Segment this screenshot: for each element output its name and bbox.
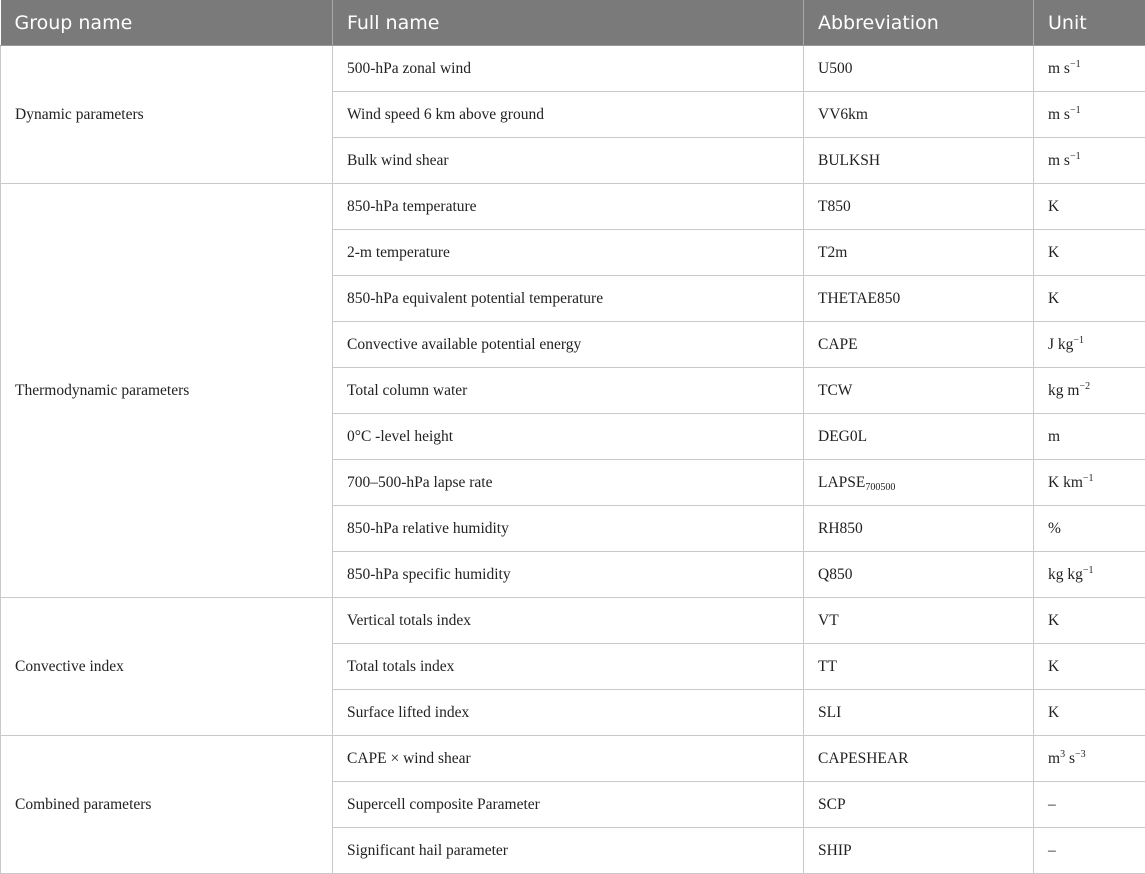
abbreviation-cell [804,828,1034,874]
unit-text: kg m [1048,382,1079,399]
abbreviation-text: SLI [818,704,841,721]
abbreviation-cell [804,644,1034,690]
table-row [1,598,1145,644]
unit-cell [1034,230,1145,276]
abbreviation-cell [804,690,1034,736]
abbreviation-text: TCW [818,382,852,399]
abbreviation-text: RH850 [818,520,863,537]
full-name-cell: 850-hPa specific humidity [333,552,804,598]
unit-text: – [1048,842,1056,859]
abbreviation-text: SCP [818,796,846,813]
full-name-cell: Surface lifted index [333,690,804,736]
group-name-cell: Combined parameters [1,736,333,874]
header-full-name: Full name [333,0,804,46]
unit-cell [1034,138,1145,184]
unit-cell [1034,92,1145,138]
unit-exponent: −1 [1070,105,1081,116]
unit-text: m [1048,428,1060,445]
abbreviation-text: T2m [818,244,847,261]
table-row [1,736,1145,782]
abbreviation-cell [804,414,1034,460]
unit-exponent: −1 [1083,473,1094,484]
unit-cell [1034,322,1145,368]
abbreviation-cell [804,184,1034,230]
full-name-cell: CAPE × wind shear [333,736,804,782]
full-name-cell: 850-hPa relative humidity [333,506,804,552]
header-abbreviation: Abbreviation [804,0,1034,46]
unit-exponent: −1 [1083,565,1094,576]
full-name-cell: 850-hPa equivalent potential temperature [333,276,804,322]
abbreviation-cell [804,552,1034,598]
group-name-cell: Convective index [1,598,333,736]
full-name-cell: Supercell composite Parameter [333,782,804,828]
unit-text: K [1048,658,1059,675]
abbreviation-text: CAPE [818,336,858,353]
unit-text: m s [1048,60,1070,77]
unit-cell [1034,828,1145,874]
unit-cell [1034,276,1145,322]
full-name-cell: 2-m temperature [333,230,804,276]
table-row [1,46,1145,92]
unit-text: kg kg [1048,566,1083,583]
unit-cell [1034,368,1145,414]
unit-cell [1034,598,1145,644]
table-header [1,0,1145,46]
header-unit: Unit [1034,0,1145,46]
header-row [1,0,1145,46]
unit-exponent: −1 [1070,59,1081,70]
unit-text: K [1048,612,1059,629]
abbreviation-text: T850 [818,198,851,215]
unit-text: J kg [1048,336,1073,353]
table-body [1,46,1145,874]
full-name-cell: Wind speed 6 km above ground [333,92,804,138]
unit-exponent: −1 [1070,151,1081,162]
unit-text: K [1048,290,1059,307]
full-name-cell: Total totals index [333,644,804,690]
group-name-cell: Thermodynamic parameters [1,184,333,598]
full-name-cell: 700–500-hPa lapse rate [333,460,804,506]
unit-text: K [1048,244,1059,261]
abbreviation-text: BULKSH [818,152,880,169]
unit-exponent: −1 [1073,335,1084,346]
unit-exponent: 3 [1060,749,1065,760]
table-row [1,184,1145,230]
abbreviation-cell [804,782,1034,828]
unit-exponent-second: −3 [1075,749,1086,760]
full-name-cell: Total column water [333,368,804,414]
unit-cell [1034,460,1145,506]
abbreviation-text: CAPESHEAR [818,750,908,767]
unit-text: K [1048,198,1059,215]
abbreviation-cell [804,230,1034,276]
abbreviation-text: THETAE850 [818,290,900,307]
abbreviation-text: VV6km [818,106,868,123]
unit-cell [1034,46,1145,92]
abbreviation-cell [804,92,1034,138]
full-name-cell: Convective available potential energy [333,322,804,368]
full-name-cell: Bulk wind shear [333,138,804,184]
unit-cell [1034,552,1145,598]
abbreviation-text: LAPSE [818,474,865,491]
full-name-cell: 850-hPa temperature [333,184,804,230]
abbreviation-cell [804,46,1034,92]
unit-text-second: s [1065,750,1075,767]
full-name-cell: 500-hPa zonal wind [333,46,804,92]
unit-text: m s [1048,106,1070,123]
abbreviation-text: Q850 [818,566,852,583]
abbreviation-text: SHIP [818,842,852,859]
abbreviation-cell [804,276,1034,322]
abbreviation-text: DEG0L [818,428,867,445]
abbreviation-cell [804,460,1034,506]
abbreviation-text: U500 [818,60,852,77]
group-name-cell: Dynamic parameters [1,46,333,184]
unit-text: K [1048,704,1059,721]
unit-text: K km [1048,474,1083,491]
abbreviation-cell [804,368,1034,414]
unit-cell [1034,690,1145,736]
header-group-name: Group name [1,0,333,46]
unit-cell [1034,184,1145,230]
abbreviation-text: TT [818,658,837,675]
abbreviation-cell [804,506,1034,552]
unit-cell [1034,782,1145,828]
abbreviation-cell [804,322,1034,368]
abbreviation-cell [804,598,1034,644]
unit-cell [1034,644,1145,690]
abbreviation-text: VT [818,612,839,629]
unit-exponent: −2 [1079,381,1090,392]
unit-cell [1034,414,1145,460]
abbreviation-cell [804,736,1034,782]
unit-cell [1034,736,1145,782]
unit-text: m s [1048,152,1070,169]
abbreviation-cell [804,138,1034,184]
unit-text: m [1048,750,1060,767]
full-name-cell: Significant hail parameter [333,828,804,874]
abbreviation-subscript: 700500 [865,482,895,493]
unit-text: – [1048,796,1056,813]
unit-text: % [1048,520,1061,537]
unit-cell [1034,506,1145,552]
full-name-cell: Vertical totals index [333,598,804,644]
full-name-cell: 0°C -level height [333,414,804,460]
